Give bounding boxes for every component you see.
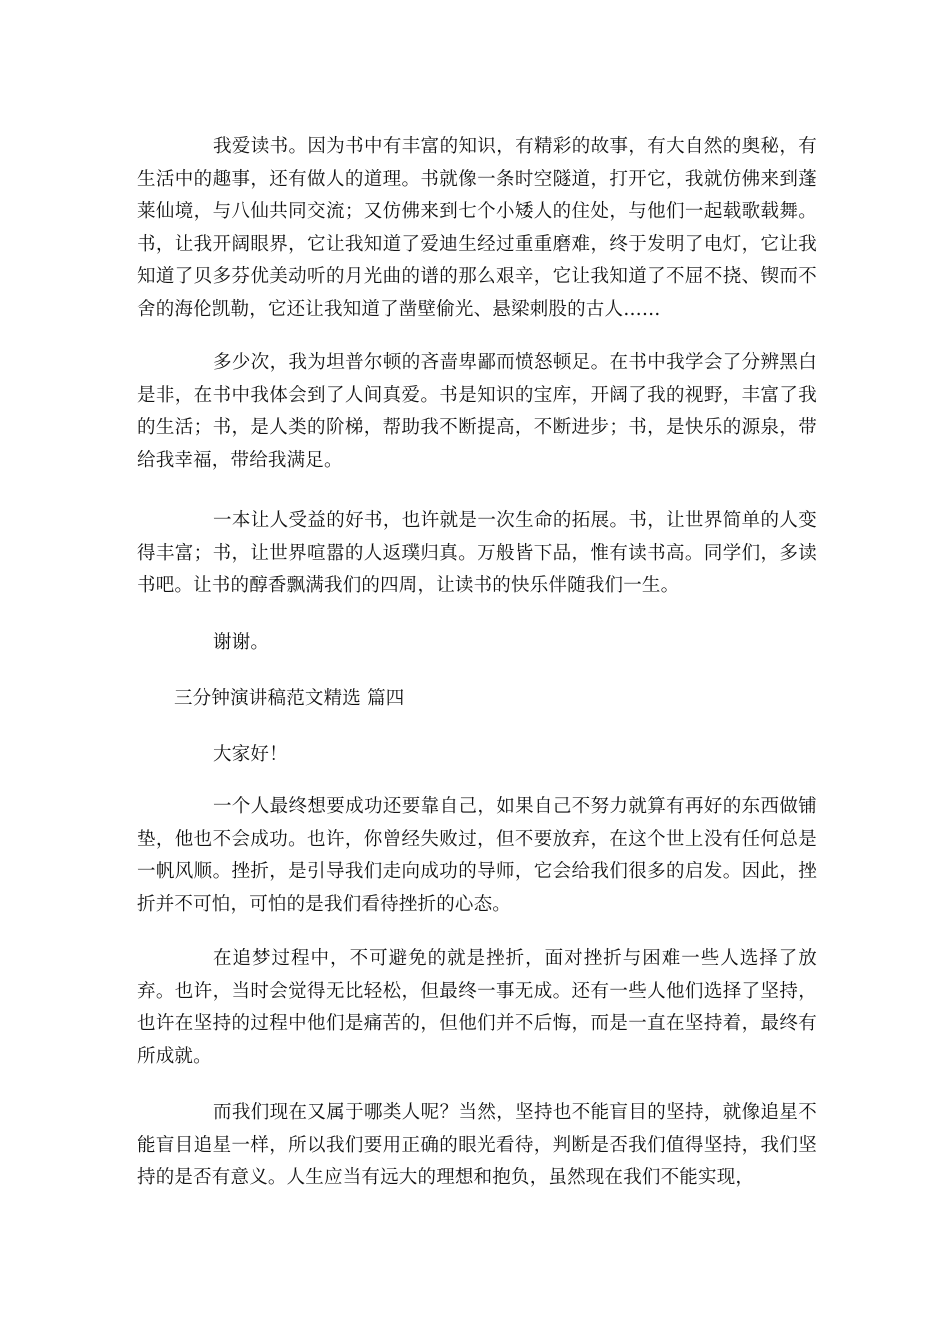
- paragraph-success: 一个人最终想要成功还要靠自己，如果自己不努力就算有再好的东西做铺垫，他也不会成功。也许，你曾经失败过，但不要放弃，在这个世上没有任何总是一帆风顺。挫折，是引导我们走向成功的导师，它会给我们很多的启发。因此，挫折并不可怕，可怕的是我们看待挫折的心态。: [137, 796, 817, 915]
- paragraph-love-reading: 我爱读书。因为书中有丰富的知识，有精彩的故事，有大自然的奥秘，有生活中的趣事，还有做人的道理。书就像一条时空隧道，打开它，我就仿佛来到蓬莱仙境，与八仙共同交流；又仿佛来到七个小矮人的住处，与他们一起载歌载舞。书，让我开阔眼界，它让我知道了爱迪生经过重重磨难，终于发明了电灯，它让我知道了贝多芬优美动听的月光曲的谱的那么艰辛，它让我知道了不屈不挠、锲而不舍的海伦凯勒，它还让我知道了凿壁偷光、悬梁刺股的古人……: [137, 136, 817, 320]
- paragraph-good-book: 一本让人受益的好书，也许就是一次生命的拓展。书，让世界简单的人变得丰富；书，让世界喧嚣的人返璞归真。万般皆下品，惟有读书高。同学们，多读书吧。让书的醇香飘满我们的四周，让读书的快乐伴随我们一生。: [137, 510, 817, 596]
- paragraph-which-kind: 而我们现在又属于哪类人呢？当然，坚持也不能盲目的坚持，就像追星不能盲目追星一样，所以我们要用正确的眼光看待，判断是否我们值得坚持，我们坚持的是否有意义。人生应当有远大的理想和抱负，虽然现在我们不能实现，: [137, 1102, 817, 1188]
- section-heading: 三分钟演讲稿范文精选 篇四: [174, 688, 405, 709]
- paragraph-dream-chasing: 在追梦过程中，不可避免的就是挫折，面对挫折与困难一些人选择了放弃。也许，当时会觉得无比轻松，但最终一事无成。还有一些人他们选择了坚持，也许在坚持的过程中他们是痛苦的，但他们并不后悔，而是一直在坚持着，最终有所成就。: [137, 948, 817, 1067]
- paragraph-thanks: 谢谢。: [213, 632, 270, 653]
- paragraph-templeton: 多少次，我为坦普尔顿的吝啬卑鄙而愤怒顿足。在书中我学会了分辨黑白是非，在书中我体会到了人间真爱。书是知识的宝库，开阔了我的视野，丰富了我的生活；书，是人类的阶梯，帮助我不断提高，不断进步；书，是快乐的源泉，带给我幸福，带给我满足。: [137, 352, 817, 471]
- paragraph-greeting: 大家好！: [213, 744, 288, 765]
